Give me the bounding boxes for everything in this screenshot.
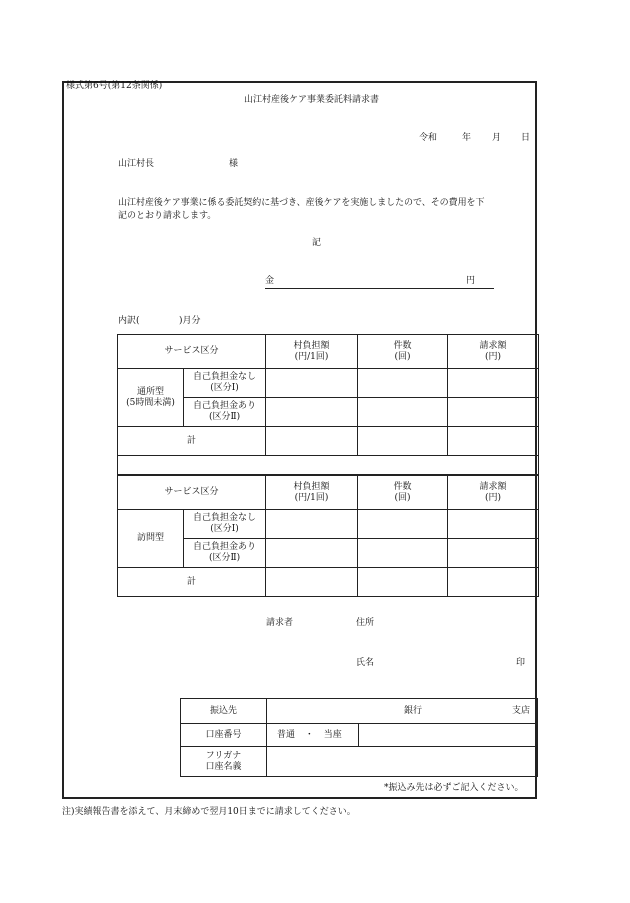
account-type-current: 当座: [323, 729, 342, 740]
account-number-label: 口座番号: [181, 724, 267, 747]
account-number-field[interactable]: [359, 724, 538, 747]
bank-label: 銀行: [404, 706, 423, 716]
row-total: 計: [118, 568, 266, 597]
amount-yen: 円: [466, 276, 476, 286]
cell-entry[interactable]: [358, 398, 448, 427]
cell-entry[interactable]: [358, 369, 448, 398]
cell-entry[interactable]: [266, 568, 358, 597]
claimant-label: 請求者: [266, 618, 294, 628]
branch-label: 支店: [512, 706, 531, 716]
date-year: 年: [462, 133, 472, 143]
col-count: 件数 (回): [358, 335, 448, 369]
type-home-visit: 訪問型: [118, 510, 184, 568]
seal-mark: 印: [516, 658, 526, 668]
claimant-address-label: 住所: [356, 618, 375, 628]
home-visit-table: [117, 475, 539, 597]
row-with-copay: 自己負担金あり (区分Ⅱ): [184, 539, 266, 568]
service-header: サービス区分: [118, 335, 266, 369]
breakdown-close: )月分: [179, 316, 201, 326]
cell-entry[interactable]: [266, 369, 358, 398]
bank-note: *振込み先は必ずご記入ください。: [384, 783, 524, 793]
account-type[interactable]: [267, 724, 359, 747]
cell-entry[interactable]: [266, 539, 358, 568]
cell-entry[interactable]: [448, 539, 539, 568]
form-number: 様式第6号(第12条関係): [66, 81, 163, 91]
col-village-share: 村負担額 (円/1回): [266, 476, 358, 510]
bank-transfer-table: [180, 698, 538, 777]
cell-entry[interactable]: [358, 427, 448, 456]
addressee-name: 山江村長: [118, 159, 155, 169]
body-line-2: 記のとおり請求します。: [118, 211, 217, 221]
cell-entry[interactable]: [448, 427, 539, 456]
spacer-row: [118, 456, 539, 475]
account-type-ordinary: 普通: [277, 729, 296, 740]
bank-branch-field[interactable]: [267, 699, 538, 724]
cell-entry[interactable]: [266, 427, 358, 456]
cell-entry[interactable]: [448, 510, 539, 539]
service-header: サービス区分: [118, 476, 266, 510]
date-era: 令和: [419, 133, 438, 143]
transfer-label: 振込先: [181, 699, 267, 724]
account-name-label: フリガナ 口座名義: [181, 747, 267, 777]
cell-entry[interactable]: [358, 539, 448, 568]
col-count: 件数 (回): [358, 476, 448, 510]
claimant-name-label: 氏名: [356, 658, 375, 668]
date-day: 日: [521, 133, 531, 143]
row-with-copay: 自己負担金あり (区分Ⅱ): [184, 398, 266, 427]
ki-mark: 記: [312, 238, 322, 248]
body-line-1: 山江村産後ケア事業に係る委託契約に基づき、産後ケアを実施しましたので、その費用を下: [118, 198, 485, 208]
addressee-honorific: 様: [229, 159, 239, 169]
date-month: 月: [492, 133, 502, 143]
breakdown-open: 内訳(: [118, 316, 140, 326]
col-claim-amount: 請求額 (円): [448, 476, 539, 510]
col-village-share: 村負担額 (円/1回): [266, 335, 358, 369]
account-type-separator: ・: [304, 729, 314, 740]
amount-kin: 金: [265, 276, 275, 286]
amount-underline: [265, 288, 494, 289]
row-no-copay: 自己負担金なし (区分Ⅰ): [184, 369, 266, 398]
row-no-copay: 自己負担金なし (区分Ⅰ): [184, 510, 266, 539]
document-title: 山江村産後ケア事業委託料請求書: [244, 95, 380, 105]
row-total: 計: [118, 427, 266, 456]
col-claim-amount: 請求額 (円): [448, 335, 539, 369]
day-service-table: [117, 334, 539, 475]
cell-entry[interactable]: [266, 510, 358, 539]
cell-entry[interactable]: [448, 369, 539, 398]
footnote: 注)実績報告書を添えて、月末締めで翌月10日までに請求してください。: [62, 807, 356, 817]
account-name-field[interactable]: [267, 747, 538, 777]
cell-entry[interactable]: [358, 568, 448, 597]
cell-entry[interactable]: [448, 398, 539, 427]
cell-entry[interactable]: [266, 398, 358, 427]
type-day-service: 通所型 (5時間未満): [118, 369, 184, 427]
cell-entry[interactable]: [448, 568, 539, 597]
cell-entry[interactable]: [358, 510, 448, 539]
